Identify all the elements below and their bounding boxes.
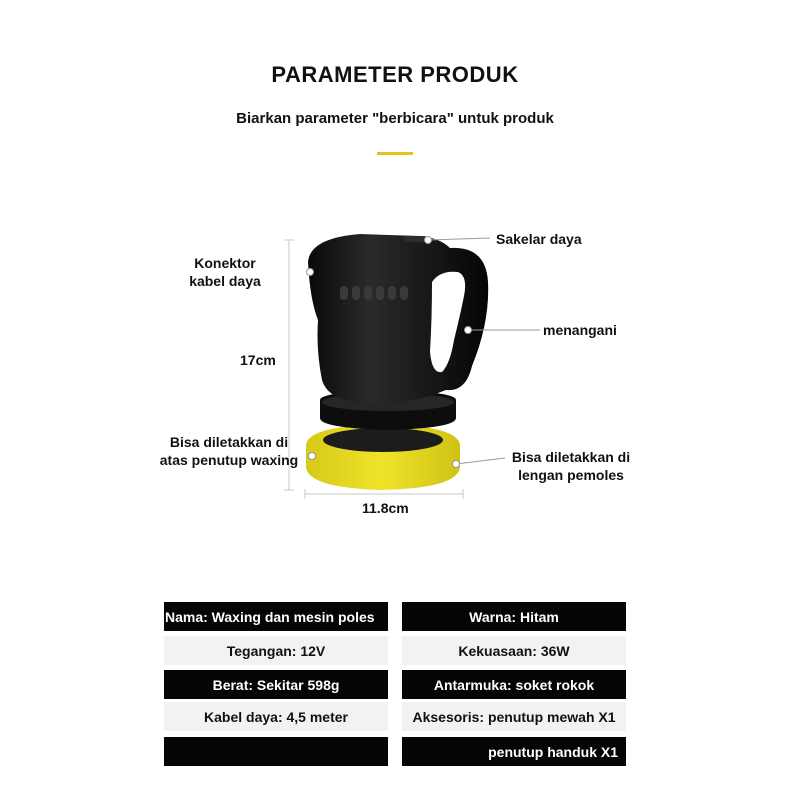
spec-left-0: Nama: Waxing dan mesin poles: [164, 602, 388, 631]
spec-right-4: penutup handuk X1: [402, 737, 626, 766]
spec-left-2: Berat: Sekitar 598g: [164, 670, 388, 699]
spec-left-1: Tegangan: 12V: [164, 636, 388, 665]
spec-left-3: Kabel daya: 4,5 meter: [164, 702, 388, 731]
width-dimension-line: [305, 489, 463, 499]
page-title: PARAMETER PRODUK: [271, 62, 519, 87]
spec-right-3: Aksesoris: penutup mewah X1: [402, 702, 626, 731]
label-polish-arm-line1: Bisa diletakkan di: [511, 449, 631, 465]
label-waxing-cover: [154, 433, 304, 469]
label-cable-connector: [180, 254, 270, 290]
machine-body: [308, 234, 488, 402]
label-waxing-cover-line1: Bisa diletakkan di: [169, 434, 289, 450]
page-subtitle: Biarkan parameter "berbicara" untuk produk: [236, 110, 554, 127]
label-power-switch: Sakelar daya: [496, 231, 582, 247]
label-polish-arm-line2: lengan pemoles: [518, 467, 624, 483]
spec-right-2: Antarmuka: soket rokok: [402, 670, 626, 699]
label-polish-arm: [506, 448, 636, 484]
label-height: 17cm: [240, 352, 276, 368]
label-handle: menangani: [543, 322, 617, 338]
label-cable-connector-line2: kabel daya: [189, 273, 261, 289]
label-waxing-cover-line2: atas penutup waxing: [159, 452, 299, 468]
polishing-pad: [306, 424, 460, 490]
label-width: 11.8cm: [362, 500, 409, 516]
spec-left-4: [164, 737, 388, 766]
label-cable-connector-line1: Konektor: [194, 255, 256, 271]
spec-right-1: Kekuasaan: 36W: [402, 636, 626, 665]
spec-right-0: Warna: Hitam: [402, 602, 626, 631]
